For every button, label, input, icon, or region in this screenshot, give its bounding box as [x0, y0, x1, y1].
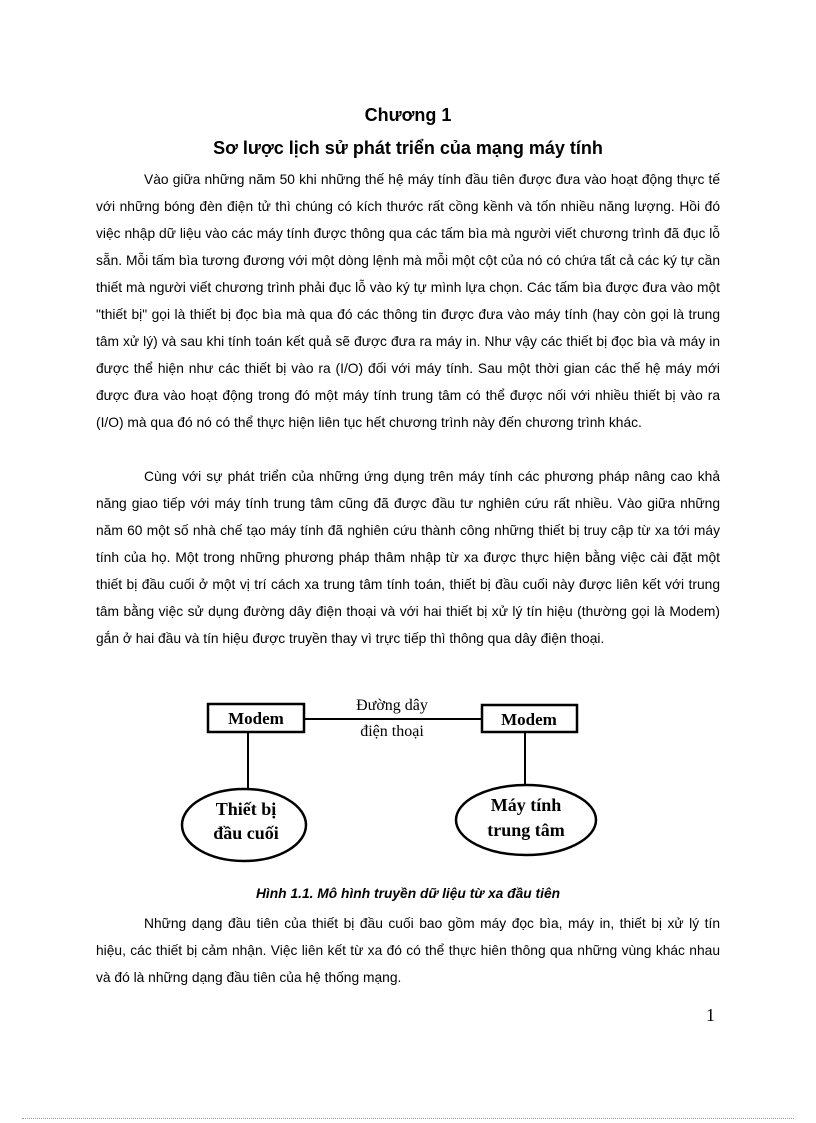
remote-transmission-diagram [170, 685, 600, 865]
page-number: 1 [706, 1005, 715, 1025]
paragraph-history: Vào giữa những năm 50 khi những thế hệ máy tính đầu tiên được đưa vào hoạt động thực tế với những bóng đèn điện tử thì chúng có kích thước rất cồng kềnh và tốn nhiều năng lượng. Hồi đó việc nhập dữ liệu vào các máy tính được thông qua các tấm bìa mà người viết chương trình đã đục lỗ sẵn. Mỗi tấm bìa tương đương với một dòng lệnh mà mỗi một cột của nó có chứa tất cả các ký tự cần thiết mà người viết chương trình phải đục lỗ vào ký tự mình lựa chọn. Các tấm bìa được đưa vào một "thiết bị" gọi là thiết bị đọc bìa mà qua đó các thông tin được đưa vào máy tính (hay còn gọi là trung tâm xử lý) và sau khi tính toán kết quả sẽ được đưa ra máy in. Như vậy các thiết bị đọc bìa và máy in được thể hiện như các thiết bị vào ra (I/O) đối với máy tính. Sau một thời gian các thế hệ máy mới được đưa vào hoạt động trong đó một máy tính trung tâm có thể được nối với nhiều thiết bị vào ra (I/O) mà qua đó nó có thể thực hiện liên tục hết chương trình này đến chương trình khác. [96, 172, 720, 430]
computer-label-2: trung tâm [487, 820, 565, 840]
left-modem-label: Modem [228, 709, 284, 728]
chapter-title: Chương 1 [364, 105, 452, 125]
page-bottom-divider [22, 1118, 794, 1119]
line-label-top: Đường dây [356, 697, 428, 714]
figure-caption: Hình 1.1. Mô hình truyền dữ liệu từ xa đầu tiên [255, 886, 561, 901]
right-modem-label: Modem [501, 710, 557, 729]
terminal-label-1: Thiết bị [215, 799, 277, 819]
terminal-label-2: đầu cuối [213, 823, 279, 843]
line-label-bottom: điện thoại [360, 723, 424, 740]
computer-label-1: Máy tính [490, 795, 562, 815]
chapter-subtitle: Sơ lược lịch sử phát triển của mạng máy tính [213, 138, 603, 158]
paragraph-remote-access: Cùng với sự phát triển của những ứng dụng trên máy tính các phương pháp nâng cao khả năng giao tiếp với máy tính trung tâm cũng đã được đầu tư nghiên cứu rất nhiều. Vào giữa những năm 60 một số nhà chế tạo máy tính đã nghiên cứu thành công những thiết bị truy cập từ xa tới máy tính của họ. Một trong những phương pháp thâm nhập từ xa được thực hiện bằng việc cài đặt một thiết bị đầu cuối ở một vị trí cách xa trung tâm tính toán, thiết bị đầu cuối này được liên kết với trung tâm bằng việc sử dụng đường dây điện thoại và với hai thiết bị xử lý tín hiệu (thường gọi là Modem) gắn ở hai đầu và tín hiệu được truyền thay vì trực tiếp thì thông qua dây điện thoại. [96, 469, 720, 646]
paragraph-early-networks: Những dạng đầu tiên của thiết bị đầu cuối bao gồm máy đọc bìa, máy in, thiết bị xử lý tín hiệu, các thiết bị cảm nhận. Việc liên kết từ xa đó có thể thực hiên thông qua những vùng khác nhau và đó là những dạng đầu tiên của hệ thống mạng. [96, 916, 720, 985]
